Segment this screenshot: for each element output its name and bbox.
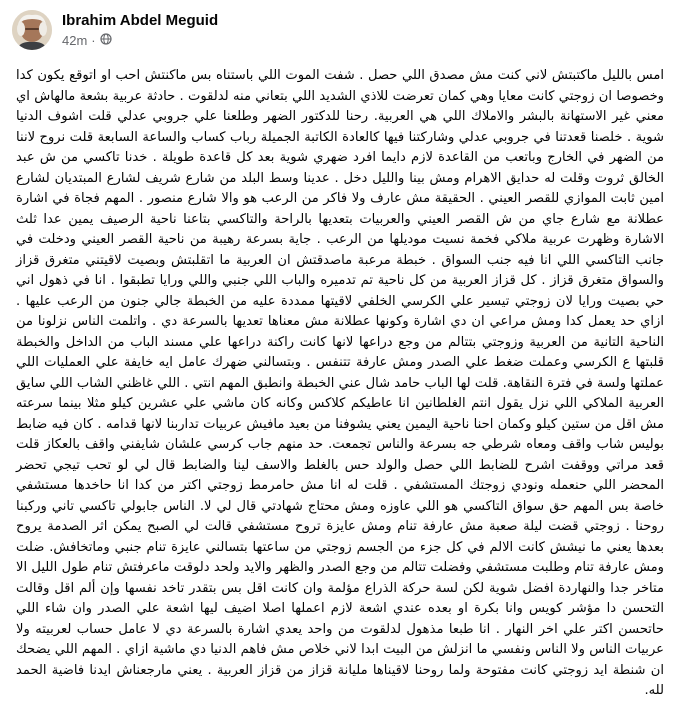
author-name[interactable]: Ibrahim Abdel Meguid — [62, 12, 219, 29]
post-subline — [62, 32, 218, 49]
meta-separator: · — [91, 33, 96, 48]
post-header — [12, 9, 218, 51]
globe-icon[interactable] — [100, 32, 112, 49]
author-avatar[interactable] — [12, 10, 52, 50]
post-meta — [62, 11, 218, 49]
post-time[interactable]: 42m — [62, 33, 88, 48]
post-body: امس بالليل ماكتبتش لاني كنت مش مصدق اللي حصل . شفت الموت اللي باستناه بس ماكنتش احب او اتوقع يكون كدا وخصوصا ان زوجتي كانت معايا وهي كمان تعرضت للاذي الشديد اللي بتعاني منه لدلقوت . حادثة عربية بشعة مالهاش اي معني غير الاستهانة بالبشر والاملاك اللي هي العربية. رحنا للدكتور الضهر وطلعنا علي جروبي عدلي قلت اشوف الدنيا شوية . خلصنا قعدتنا في جروبي عدلي وشاركتنا فيها كالعادة الكاتبة الجميلة رباب كساب والساعة السابعة قلت نروح لاننا من الضهر في الخارج وباتعب من القاعدة لازم دايما افرد ضهري شوية بعد كل قاعدة طويلة . خدنا تاكسي من ش عبد الخالق ثروت وقلت له حدايق الاهرام ومش بينا والليل دخل . عدينا وسط البلد من شارع شريف لشارع المبتديان لشارع امين ثابت الموازي للقصر العيني . الحقيقة مش عارف ولا فاكر من الرعب هو والا شارع منصور . المهم فجاة في اشارة عطلانة مع شارع جاي من ش القصر العيني والعربيات بتعديها بالراحة والتاكسي بتاعنا ناحية الرصيف يمين عدا ثلث الاشارة وظهرت عربية ملاكي فخمة نسيت موديلها من الرعب . جاية بسرعة رهيبة من ناحية القصر العيني ودخلت في جانب التاكسي اللي انا فيه جنب السواق . خبطة مرعبة ماصدقتش ان العربية ما اتقلبتش وبصيت لاقيتني متغرق قزاز والسواق متغرق قزاز . كل قزاز العربية من كل ناحية تم تدميره والباب اللي جنبي واللي ورايا تطبقوا . انا في ذهول اني حي بصيت ورايا لان زوجتي تيسير علي الكرسي الخلفي لاقيتها ممددة عليه من الخبطة جالي جنون من الرعب عليها . ازاي حد يعمل كدا ومش مراعي ان دي اشارة وكونها عطلانة مش معناها تعديها بالسرعة دي . واتلمت الناس نزلونا من الناحية التانية من العربية وزوجتي بتتالم من وجع دراعها لانها كانت راكنة دراعها علي مسند الباب من الداخل والخبطة قلبتها ع الكرسي وعملت ضغط علي الصدر ومش عارفة تتنفس . وبتسالني ضهرك عامل ايه خايفة علي العمليات اللي عملتها ولسة في فترة النقاهة. قلت لها الباب حامد شال عني الخبطة وانطبق المهم انتي . اللي غاظني الشاب اللي سايق العربية الملاكي اللي نزل يقول انتم الغلطانين انا عاطيكم كلاكس وكانه كان ماشي علي عشرين كيلو مثلا بينما سرعته مش اقل من ستين كيلو وكمان احنا ناحية اليمين يعني يشوفنا من بعيد مافيش عربيات تداربنا لانها قدامه . كان فيه ضابط بوليس شاب واقف ومعاه شرطي جه بسرعة والناس تجمعت. حد منهم جاب كرسي علشان شايفني واقف بالعكاز قلت قعد مراتي ووقفت اشرح للضابط اللي حصل والولد حس بالغلط والاسف لينا والضابط قال لي لو تحب تيجي تحضر المحضر اللي حنعمله ونودي زوجتك المستشفي . قلت له انا مش حامرمط زوجتي اكتر من كدا انا حاخدها مستشفي خاصة بس المهم حق سواق التاكسي هو اللي عاوزه ومش محتاج شهادتي قال لي لا. الناس جابولي تاكسي تاني وركبنا روحنا . زوجتي قضت ليلة صعبة مش عارفة تنام ومش عايزة تروح مستشفي قالت لي الصبح يمكن اثر الصدمة يروح بعدها يعني ما نيشش كانت الالم في كل جزء من الجسم زوجتي من ساعتها بتسالني عايزة تنام جنبي وماتخافش. ضلت ومش عارفة تنام وطلبت مستشفي وفضلت تتالم من وجع الصدر والظهر والايد ولحد دلوقت ماعرفتش تنام طول الليل الا متاخر جدا والنهاردة افضل شوية لكن لسة حركة الذراع مؤلمة وان كانت اقل بس بتقدر تاخد نفسها وإن ألم اقل وقالت التحسن دا مؤشر كويس وانا بكرة او بعده عندي اشعة لازم اعملها اصلا اضيف ليها اشعة علي الصدر وان شاء اللي حاتحسن اكتر علي اخر النهار . انا طبعا مذهول لدلقوت من واحد يعدي اشارة بالسرعة دي لا عامل حساب لعربيته ولا عربيات الناس ولا الناس ونفسي ما انزلش من البيت ابدا لاني خلاص مش فاهم الدنيا دي ماشية ازاي . المهم اللي يضحك ان شنطة ايد زوجتي كانت مفتوحة ولما روحنا لاقيناها مليانة قزاز من قزاز العربية . يعني مارجعناش ايدنا فاضية الحمد لله. — [16, 68, 664, 698]
avatar-photo-icon — [12, 10, 52, 50]
